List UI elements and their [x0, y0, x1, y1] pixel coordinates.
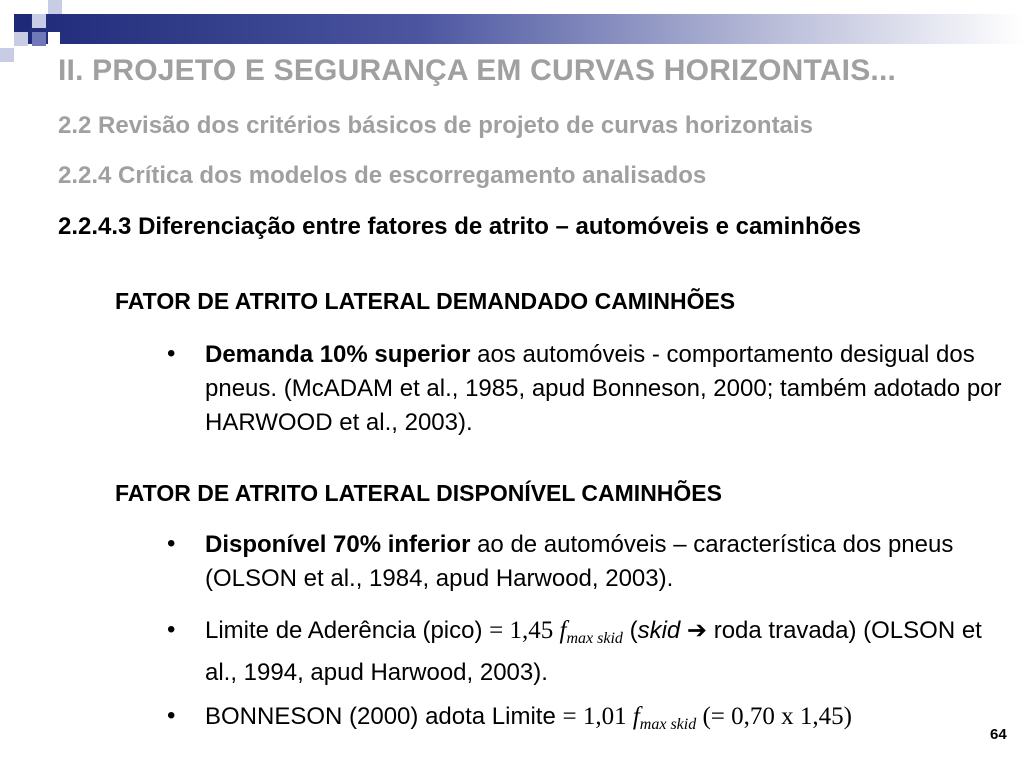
- bullet-marker: •: [167, 340, 176, 367]
- section2-bullet-2: [205, 614, 1015, 690]
- bullet-marker: •: [167, 616, 176, 643]
- bullet-marker: •: [167, 530, 176, 557]
- section1-heading: FATOR DE ATRITO LATERAL DEMANDADO CAMINHÕES: [115, 288, 736, 314]
- formula-value: = 1,01: [562, 703, 633, 730]
- formula-f: f: [559, 617, 567, 644]
- formula-tail: (= 0,70 x 1,45): [696, 703, 852, 730]
- skid-term: skid: [637, 617, 681, 644]
- bullet-text: aos automóveis - comportamento desigual dos pneus. (McADAM et al., 1985, apud Bonneson, 2000; também adotado por HARWOOD et al., 2003).: [205, 341, 1002, 436]
- bullet-bold: Demanda 10% superior: [205, 341, 471, 368]
- section2-bullet-1: [205, 528, 1015, 596]
- subtitle-section: 2.2 Revisão dos critérios básicos de projeto de curvas horizontais: [58, 112, 813, 139]
- bullet-text: roda travada) (OLSON et al., 1994, apud Harwood, 2003).: [205, 617, 982, 686]
- paren-open: (: [622, 617, 638, 644]
- bullet-bold: Disponível 70% inferior: [205, 531, 471, 558]
- bullet-text: Limite de Aderência (pico): [205, 617, 490, 644]
- title-gradient-bar: [14, 14, 1024, 44]
- formula-subscript: max skid: [566, 630, 623, 647]
- formula-f: f: [632, 703, 640, 730]
- page-number: 64: [990, 726, 1007, 743]
- bullet-text: ao de automóveis – característica dos pneus (OLSON et al., 1984, apud Harwood, 2003).: [205, 531, 954, 592]
- slide-title: II. PROJETO E SEGURANÇA EM CURVAS HORIZONTAIS...: [58, 54, 897, 87]
- bullet-marker: •: [167, 702, 176, 729]
- arrow-right-icon: ➔: [680, 617, 714, 644]
- subtitle-topic: 2.2.4.3 Diferenciação entre fatores de atrito – automóveis e caminhões: [58, 213, 861, 240]
- section1-bullet-1: [205, 338, 1015, 440]
- formula-value: = 1,45: [489, 617, 560, 644]
- subtitle-subsection: 2.2.4 Crítica dos modelos de escorregamento analisados: [58, 162, 707, 189]
- section2-heading: FATOR DE ATRITO LATERAL DISPONÍVEL CAMINHÕES: [115, 480, 722, 506]
- formula-subscript: max skid: [639, 716, 697, 733]
- bullet-text: BONNESON (2000) adota Limite: [205, 703, 563, 730]
- section2-bullet-3: [205, 700, 1015, 742]
